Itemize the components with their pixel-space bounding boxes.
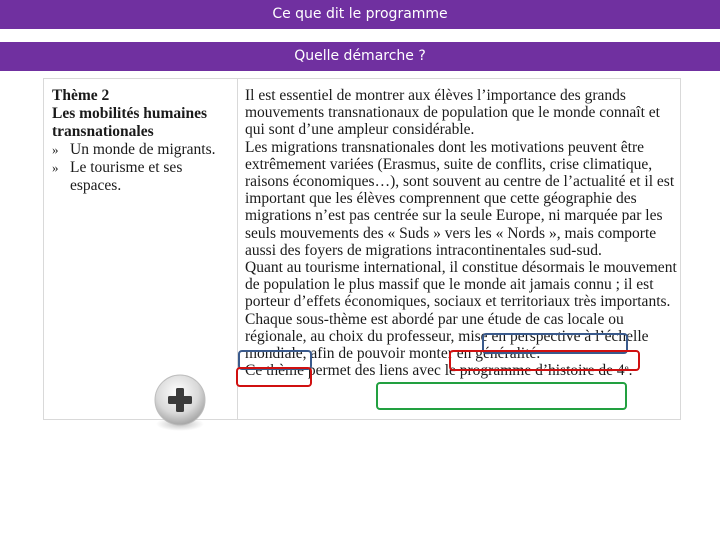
theme-item [52,159,228,195]
theme-label: Thème 2 [52,87,110,104]
bullet-icon: » [52,142,59,157]
subtitle-bar [0,42,720,71]
header-title-bar [0,0,720,29]
description-paragraph: Les migrations transnationales dont les motivations peuvent être extrêmement variées (Erasmus, suite de conflits, crise climatique, raisons économiques…), sont souvent au centre de l’actualité et il est important que les élèves comprennent que cette géographie des migrations n’est pas centrée sur la seule Europe, ni marquée par les seuls mouvements des « Suds » vers les « Nords », mais comporte aussi des foyers de migrations intracontinentales sud-sud. [245,138,675,259]
plus-icon[interactable] [150,372,210,432]
description-paragraph: Chaque sous-thème est abordé par une étude de cas locale ou régionale, au choix du professeur, mise en perspective à l’échelle mondiale, afin de pouvoir monter en généralité. [245,310,649,363]
subtitle: Quelle démarche ? [294,48,426,64]
theme-item-text: Un monde de migrants. [70,141,216,158]
bullet-icon: » [52,160,59,175]
highlight-perspective-box [449,350,640,371]
description-paragraph: Il est essentiel de montrer aux élèves l’importance des grands mouvements transnationaux de population que le monde connaît et qui sont d’une ampleur considérable. [245,87,660,139]
theme-item-text: Le tourisme et ses espaces. [70,159,183,194]
theme-item [52,141,228,159]
header-title: Ce que dit le programme [272,6,448,22]
theme-title: Les mobilités humaines transnationales [52,105,208,140]
description-paragraph: Quant au tourisme international, il constitue désormais le mouvement de population le plus massif que le monde ait jamais connu ; il est porteur d’effets économiques, sociaux et territoriaux très importants. [245,259,677,311]
theme-column [52,87,228,195]
highlight-perspective-box-continued [236,367,312,387]
highlight-history-link-box [376,382,627,410]
description-paragraph: Ce thème permet des liens avec le programme d’histoire de 4ᵉ. [245,362,633,380]
theme-list [52,141,228,195]
